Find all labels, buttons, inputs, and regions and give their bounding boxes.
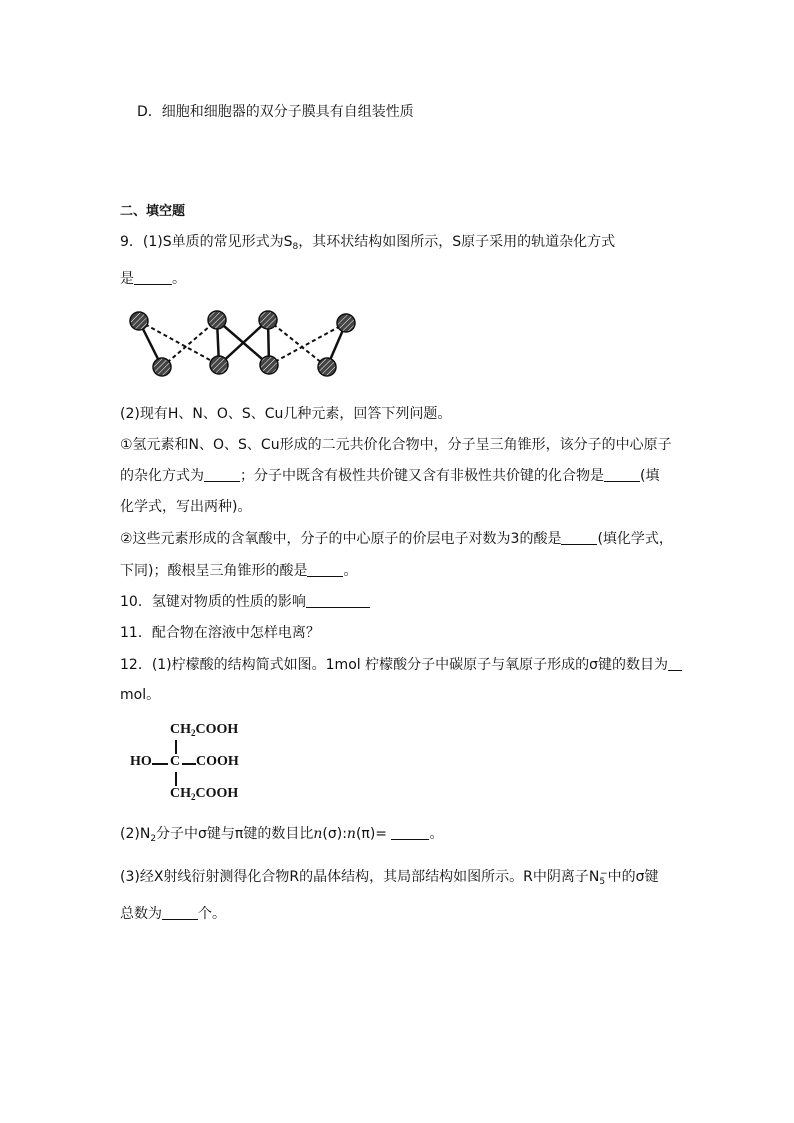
answer-blank[interactable] (306, 594, 370, 608)
citric-acid-structure: $CH_2COOH$ HO C COOH $CH_2COOH$ (130, 722, 239, 802)
answer-blank[interactable] (204, 468, 240, 482)
q9-part2: (2)现有H、N、O、S、Cu几种元素，回答下列问题。 (120, 406, 452, 422)
q9-part2-2-line2: 下同)；酸根呈三角锥形的酸是 。 (120, 563, 358, 579)
answer-blank[interactable] (391, 826, 429, 840)
q10: 10．氢键对物质的性质的影响 (120, 593, 370, 611)
s-atom (153, 358, 171, 376)
answer-blank[interactable] (134, 271, 172, 285)
answer-blank[interactable] (162, 906, 198, 920)
q9-part2-2-line1: ②这些元素形成的含氧酸中，分子的中心原子的价层电子对数为3的酸是 (填化学式， (120, 531, 673, 547)
s-atom (210, 356, 228, 374)
q12-part2: $(2)N_2$分子中σ键与π键的数目比n(σ):n(π)= 。 (120, 826, 444, 844)
s8-ring-figure (125, 305, 365, 385)
s-atom (208, 311, 226, 329)
answer-blank[interactable] (561, 531, 597, 545)
q12-part3-line1: (3)经X射线衍射测得化合物R的晶体结构，其局部结构如图所示。R中阴离子$N_5^-$中的σ键 (120, 869, 659, 887)
answer-blank[interactable] (307, 563, 343, 577)
q9-line1: 9．(1)S单质的常见形式为$S_8$，其环状结构如图所示，S原子采用的轨道杂化方式 (120, 234, 616, 252)
q12-part3-line2: 总数为 个。 (120, 906, 226, 922)
q9-part2-1-line1: ①氢元素和N、O、S、Cu形成的二元共价化合物中，分子呈三角锥形，该分子的中心原子 (120, 437, 672, 453)
s-atom (259, 311, 277, 329)
q9-part2-1-line2: 的杂化方式为 ；分子中既含有极性共价键又含有非极性共价键的化合物是 (填 (120, 468, 660, 484)
section-title: 二、填空题 (120, 204, 186, 219)
s-atom (337, 314, 355, 332)
q12-line1: 12．(1)柠檬酸的结构简式如图。1mol 柠檬酸分子中碳原子与氧原子形成的σ键的数目为 (120, 656, 682, 674)
q12-line2: mol。 (120, 687, 161, 703)
s-atom (260, 356, 278, 374)
q9-part2-1-line3: 化学式，写出两种)。 (120, 499, 252, 515)
q9-line2: 是 。 (120, 271, 186, 287)
q11: 11．配合物在溶液中怎样电离？ (120, 625, 320, 641)
answer-blank[interactable] (604, 468, 640, 482)
s-atom (318, 358, 336, 376)
s-atom (130, 312, 148, 330)
answer-blank[interactable] (668, 657, 682, 671)
option-d: D．细胞和细胞器的双分子膜具有自组装性质 (137, 104, 414, 120)
